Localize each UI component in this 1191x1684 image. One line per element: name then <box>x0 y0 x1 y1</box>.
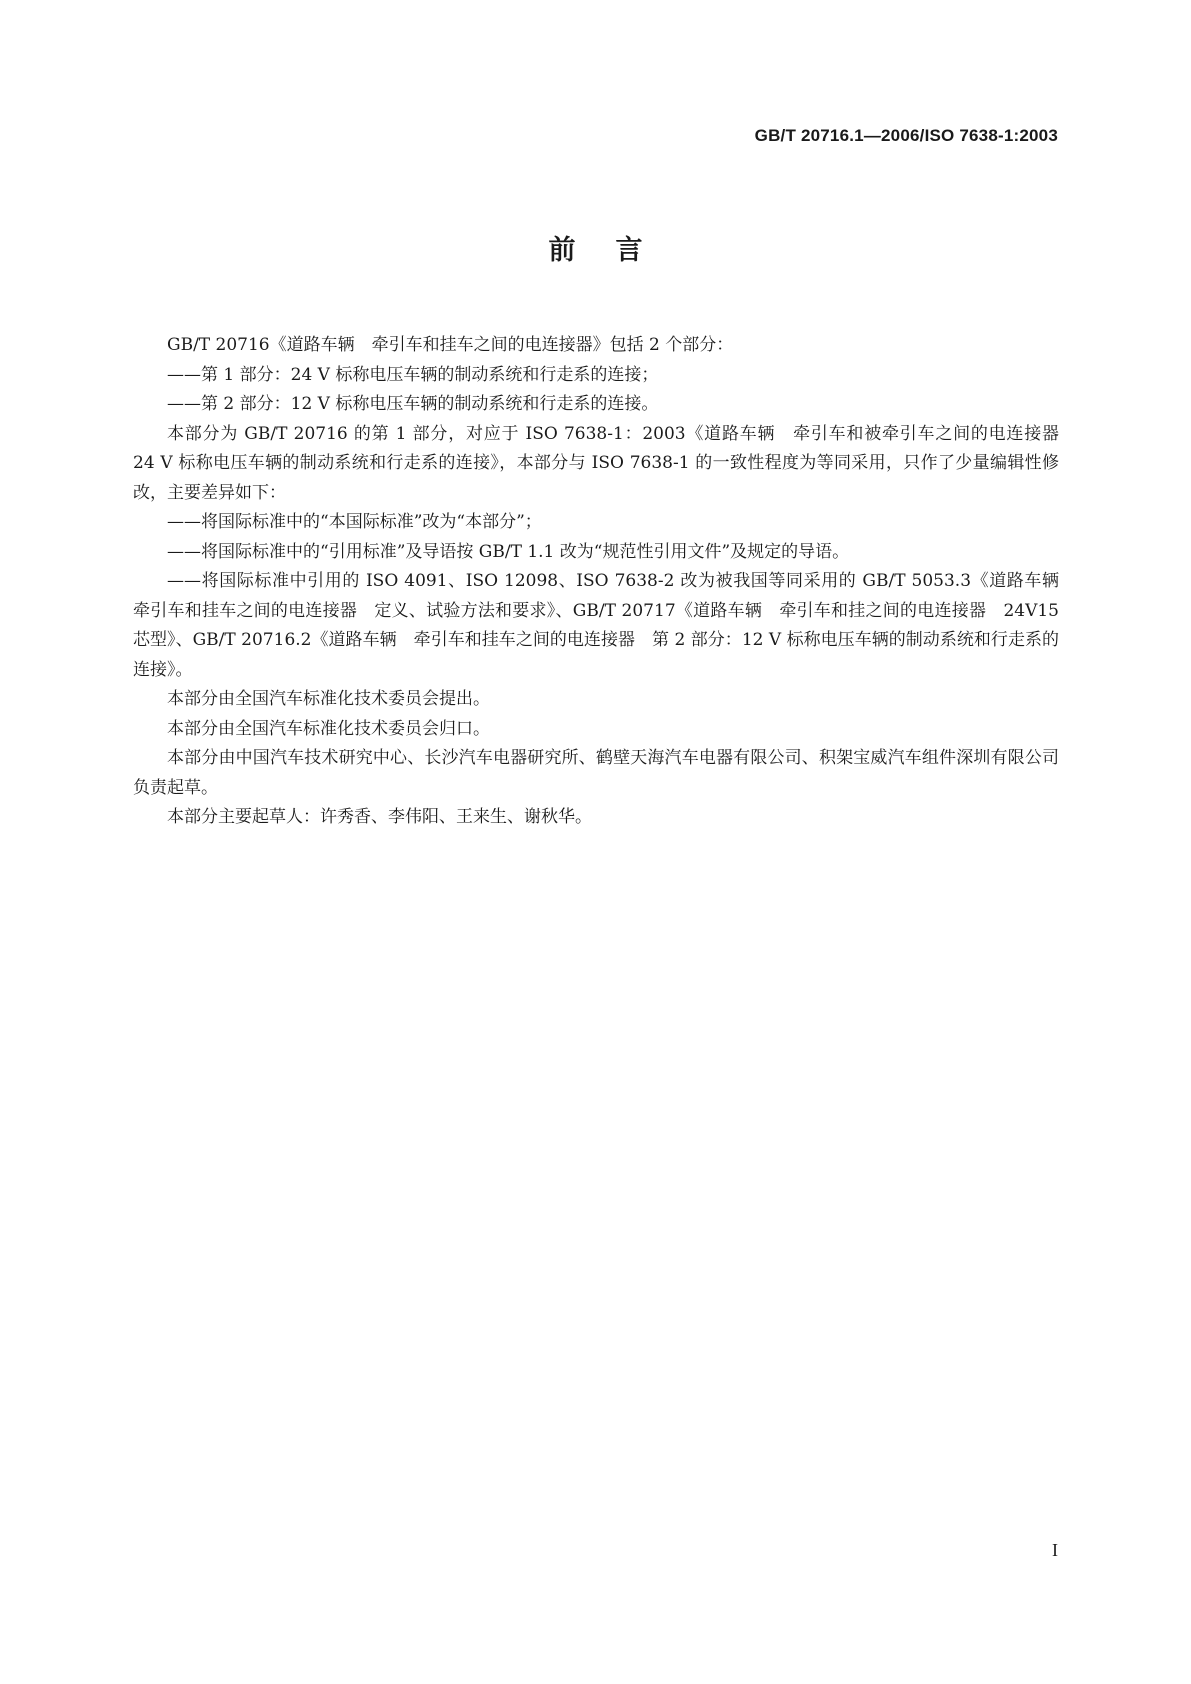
paragraph-difference-1: ——将国际标准中的“本国际标准”改为“本部分”； <box>167 512 542 532</box>
page-title: 前言 <box>548 235 683 266</box>
paragraph-proposed-by: 本部分由全国汽车标准化技术委员会提出。 <box>167 689 490 709</box>
foreword-body <box>133 331 1076 833</box>
page-number: I <box>1052 1540 1058 1560</box>
paragraph-difference-3: ——将国际标准中引用的 ISO 4091、ISO 12098、ISO 7638-2 改为被我国等同采用的 GB/T 5053.3《道路车辆 牵引车和挂车之间的电连接器 定义、试验方法和要求》、GB/T 20717《道路车辆 牵引车和挂之间的电连接器 24V15 芯型》、GB/T 20716.2《道路车辆 牵引车和挂车之间的电连接器 第 2 部分：12 V 标称电压车辆的制动系统和行走系的连接》。 <box>133 571 1076 680</box>
standard-code-header: GB/T 20716.1—2006/ISO 7638-1:2003 <box>754 126 1058 145</box>
paragraph-intro: GB/T 20716《道路车辆 牵引车和挂车之间的电连接器》包括 2 个部分： <box>167 335 734 355</box>
paragraph-difference-2: ——将国际标准中的“引用标准”及导语按 GB/T 1.1 改为“规范性引用文件”及规定的导语。 <box>167 541 850 562</box>
paragraph-correspondence: 本部分为 GB/T 20716 的第 1 部分，对应于 ISO 7638-1：2003《道路车辆 牵引车和被牵引车之间的电连接器 24 V 标称电压车辆的制动系统和行走系的连接》，本部分与 ISO 7638-1 的一致性程度为等同采用，只作了少量编辑性修改，主要差异如下： <box>133 423 1076 503</box>
paragraph-part-1: ——第 1 部分：24 V 标称电压车辆的制动系统和行走系的连接； <box>167 364 659 385</box>
paragraph-part-2: ——第 2 部分：12 V 标称电压车辆的制动系统和行走系的连接。 <box>167 394 659 414</box>
paragraph-drafted-by: 本部分由中国汽车技术研究中心、长沙汽车电器研究所、鹤壁天海汽车电器有限公司、积架宝威汽车组件深圳有限公司负责起草。 <box>133 748 1059 798</box>
paragraph-administered-by: 本部分由全国汽车标准化技术委员会归口。 <box>167 718 490 739</box>
paragraph-drafters: 本部分主要起草人：许秀香、李伟阳、王来生、谢秋华。 <box>167 807 592 827</box>
